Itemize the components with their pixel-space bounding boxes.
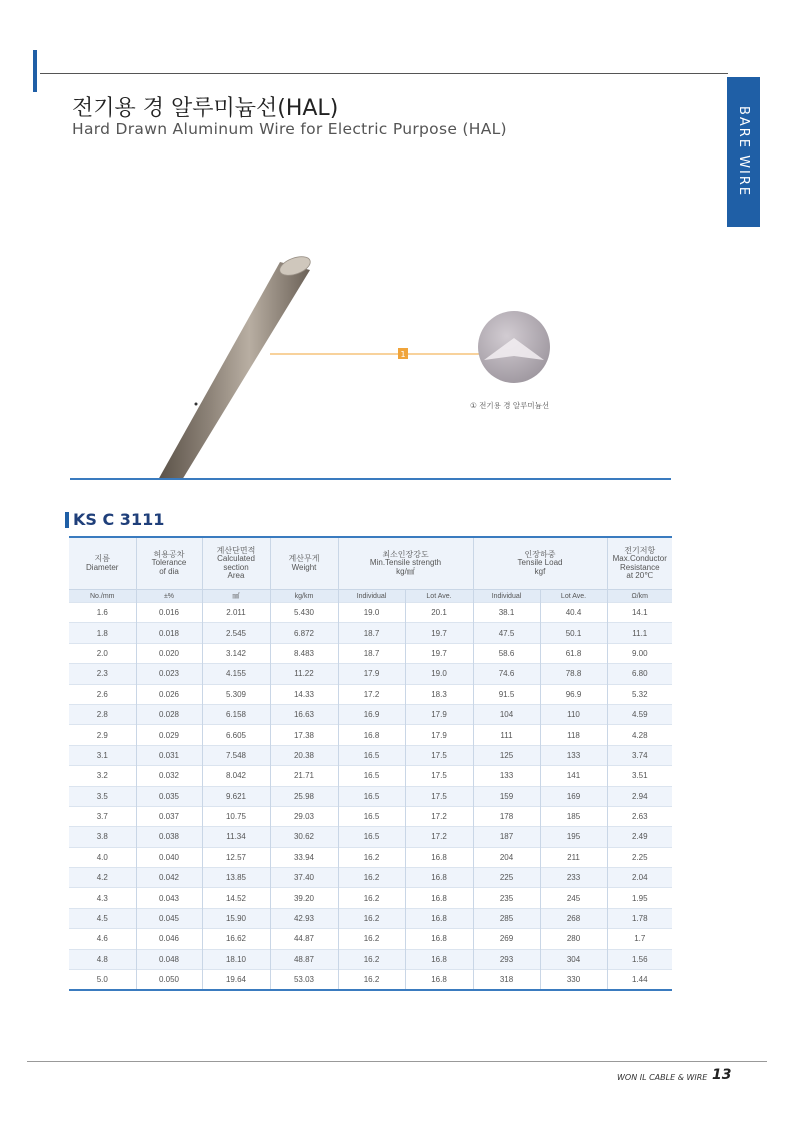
cell-diameter: 4.6 [69, 929, 136, 949]
unit-resistance: Ω/km [607, 590, 672, 603]
cell-diameter: 2.3 [69, 664, 136, 684]
cell-tl-individual: 111 [473, 725, 540, 745]
cell-weight: 8.483 [270, 643, 338, 663]
cell-tl-lot: 110 [540, 704, 607, 724]
cell-tl-individual: 58.6 [473, 643, 540, 663]
cell-weight: 37.40 [270, 868, 338, 888]
table-row [69, 827, 672, 847]
header-tensile-strength: 최소인장강도 Min.Tensile strength kg/㎟ [338, 537, 473, 590]
cell-resistance: 2.04 [607, 868, 672, 888]
cell-resistance: 3.51 [607, 766, 672, 786]
cell-diameter: 2.9 [69, 725, 136, 745]
cell-tl-lot: 50.1 [540, 623, 607, 643]
cell-area: 16.62 [202, 929, 270, 949]
cell-tl-lot: 78.8 [540, 664, 607, 684]
cell-ts-individual: 16.2 [338, 847, 405, 867]
table-row [69, 704, 672, 724]
cell-tolerance: 0.043 [136, 888, 202, 908]
table-row [69, 868, 672, 888]
header-accent-bar [33, 50, 37, 92]
cell-area: 9.621 [202, 786, 270, 806]
cell-ts-lot: 17.2 [405, 827, 473, 847]
cell-weight: 14.33 [270, 684, 338, 704]
cell-tl-lot: 118 [540, 725, 607, 745]
cell-tl-individual: 91.5 [473, 684, 540, 704]
table-row [69, 623, 672, 643]
cell-resistance: 6.80 [607, 664, 672, 684]
table-row [69, 888, 672, 908]
header-diameter: 지름 Diameter [69, 537, 136, 590]
page-title-korean: 전기용 경 알루미늄선(HAL) [72, 96, 339, 121]
cell-tl-lot: 268 [540, 908, 607, 928]
cell-area: 10.75 [202, 806, 270, 826]
cell-tl-individual: 318 [473, 970, 540, 991]
unit-area: ㎟ [202, 590, 270, 603]
unit-tl-lot: Lot Ave. [540, 590, 607, 603]
cell-tolerance: 0.032 [136, 766, 202, 786]
cell-tolerance: 0.031 [136, 745, 202, 765]
cell-weight: 11.22 [270, 664, 338, 684]
cell-ts-lot: 16.8 [405, 868, 473, 888]
cell-tl-lot: 185 [540, 806, 607, 826]
cell-tl-individual: 204 [473, 847, 540, 867]
cell-resistance: 1.44 [607, 970, 672, 991]
header-tensile-load: 인장하중 Tensile Load kgf [473, 537, 607, 590]
cell-tolerance: 0.020 [136, 643, 202, 663]
table-row [69, 929, 672, 949]
cell-area: 2.011 [202, 603, 270, 623]
table-row [69, 643, 672, 663]
cell-ts-individual: 19.0 [338, 603, 405, 623]
unit-diameter: No./mm [69, 590, 136, 603]
side-tab-label: BARE WIRE [736, 106, 751, 198]
section-marker [65, 512, 69, 528]
cell-ts-lot: 16.8 [405, 908, 473, 928]
header-weight: 계산무게 Weight [270, 537, 338, 590]
cell-tolerance: 0.028 [136, 704, 202, 724]
cell-weight: 20.38 [270, 745, 338, 765]
cell-ts-individual: 16.5 [338, 827, 405, 847]
cell-resistance: 2.25 [607, 847, 672, 867]
cell-ts-lot: 16.8 [405, 949, 473, 969]
cell-resistance: 14.1 [607, 603, 672, 623]
cell-tolerance: 0.037 [136, 806, 202, 826]
cell-ts-lot: 19.0 [405, 664, 473, 684]
cell-area: 14.52 [202, 888, 270, 908]
table-row [69, 847, 672, 867]
cell-diameter: 2.8 [69, 704, 136, 724]
cell-tl-individual: 235 [473, 888, 540, 908]
cell-tl-lot: 169 [540, 786, 607, 806]
wire-illustration [0, 240, 793, 490]
cell-weight: 30.62 [270, 827, 338, 847]
unit-ts-individual: Individual [338, 590, 405, 603]
cell-ts-lot: 20.1 [405, 603, 473, 623]
table-row [69, 766, 672, 786]
cell-area: 3.142 [202, 643, 270, 663]
cell-area: 4.155 [202, 664, 270, 684]
table-row [69, 786, 672, 806]
header-tolerance: 허용공차 Tolerance of dia [136, 537, 202, 590]
cell-area: 5.309 [202, 684, 270, 704]
cell-tl-individual: 159 [473, 786, 540, 806]
cell-tl-individual: 104 [473, 704, 540, 724]
cell-ts-lot: 16.8 [405, 847, 473, 867]
cross-section-circle [478, 311, 550, 383]
table-row [69, 970, 672, 991]
cell-tolerance: 0.048 [136, 949, 202, 969]
cell-weight: 17.38 [270, 725, 338, 745]
cell-tl-lot: 280 [540, 929, 607, 949]
cell-tl-individual: 293 [473, 949, 540, 969]
aluminum-rod [158, 253, 313, 480]
cell-area: 15.90 [202, 908, 270, 928]
cell-ts-individual: 16.2 [338, 929, 405, 949]
cell-tolerance: 0.026 [136, 684, 202, 704]
cell-tl-individual: 225 [473, 868, 540, 888]
cell-diameter: 4.0 [69, 847, 136, 867]
cell-ts-individual: 16.8 [338, 725, 405, 745]
cell-ts-individual: 16.9 [338, 704, 405, 724]
callout-number: 1 [400, 350, 406, 359]
cell-area: 6.605 [202, 725, 270, 745]
cell-ts-individual: 18.7 [338, 643, 405, 663]
cell-tl-lot: 245 [540, 888, 607, 908]
cell-diameter: 1.8 [69, 623, 136, 643]
cell-diameter: 3.1 [69, 745, 136, 765]
cell-area: 11.34 [202, 827, 270, 847]
cell-ts-individual: 16.5 [338, 786, 405, 806]
cell-diameter: 3.7 [69, 806, 136, 826]
cell-area: 18.10 [202, 949, 270, 969]
cell-resistance: 9.00 [607, 643, 672, 663]
cell-area: 19.64 [202, 970, 270, 991]
cell-resistance: 5.32 [607, 684, 672, 704]
table-row [69, 806, 672, 826]
cell-weight: 5.430 [270, 603, 338, 623]
cell-tolerance: 0.042 [136, 868, 202, 888]
cell-tl-individual: 47.5 [473, 623, 540, 643]
cell-weight: 48.87 [270, 949, 338, 969]
table-row [69, 725, 672, 745]
cell-ts-individual: 18.7 [338, 623, 405, 643]
cell-tl-lot: 304 [540, 949, 607, 969]
cell-resistance: 2.49 [607, 827, 672, 847]
cell-weight: 29.03 [270, 806, 338, 826]
spec-table [69, 536, 672, 991]
cell-tl-lot: 141 [540, 766, 607, 786]
cell-resistance: 1.78 [607, 908, 672, 928]
cell-weight: 6.872 [270, 623, 338, 643]
cell-ts-individual: 16.5 [338, 766, 405, 786]
cell-diameter: 1.6 [69, 603, 136, 623]
cell-tl-individual: 178 [473, 806, 540, 826]
unit-weight: kg/km [270, 590, 338, 603]
cell-tl-individual: 133 [473, 766, 540, 786]
cell-tl-individual: 125 [473, 745, 540, 765]
cell-ts-individual: 16.2 [338, 908, 405, 928]
cell-tolerance: 0.035 [136, 786, 202, 806]
cell-weight: 53.03 [270, 970, 338, 991]
cell-resistance: 4.28 [607, 725, 672, 745]
cell-weight: 42.93 [270, 908, 338, 928]
cell-area: 8.042 [202, 766, 270, 786]
cell-resistance: 1.95 [607, 888, 672, 908]
cell-ts-lot: 16.8 [405, 888, 473, 908]
cell-area: 7.548 [202, 745, 270, 765]
unit-ts-lot: Lot Ave. [405, 590, 473, 603]
cell-ts-individual: 16.2 [338, 949, 405, 969]
cell-tl-lot: 133 [540, 745, 607, 765]
header-divider [40, 73, 728, 74]
cell-diameter: 2.6 [69, 684, 136, 704]
cell-area: 2.545 [202, 623, 270, 643]
cell-diameter: 5.0 [69, 970, 136, 991]
cell-ts-lot: 17.9 [405, 725, 473, 745]
page-number: 13 [712, 1067, 732, 1083]
cell-ts-lot: 17.5 [405, 786, 473, 806]
cell-ts-lot: 18.3 [405, 684, 473, 704]
unit-tolerance: ±% [136, 590, 202, 603]
cell-weight: 21.71 [270, 766, 338, 786]
cell-ts-lot: 19.7 [405, 643, 473, 663]
cell-area: 6.158 [202, 704, 270, 724]
cell-resistance: 1.7 [607, 929, 672, 949]
cell-diameter: 3.5 [69, 786, 136, 806]
cell-resistance: 4.59 [607, 704, 672, 724]
cell-diameter: 3.8 [69, 827, 136, 847]
cell-tolerance: 0.046 [136, 929, 202, 949]
unit-tl-individual: Individual [473, 590, 540, 603]
page-title-english: Hard Drawn Aluminum Wire for Electric Purpose (HAL) [72, 120, 507, 138]
cell-tolerance: 0.045 [136, 908, 202, 928]
cell-tl-individual: 74.6 [473, 664, 540, 684]
cell-diameter: 4.8 [69, 949, 136, 969]
cell-weight: 33.94 [270, 847, 338, 867]
section-title: KS C 3111 [73, 510, 165, 529]
cell-ts-individual: 16.2 [338, 868, 405, 888]
cell-area: 13.85 [202, 868, 270, 888]
cell-tl-lot: 211 [540, 847, 607, 867]
cell-tolerance: 0.016 [136, 603, 202, 623]
cell-ts-individual: 17.9 [338, 664, 405, 684]
section-divider [70, 478, 671, 480]
cell-tolerance: 0.040 [136, 847, 202, 867]
cell-ts-lot: 17.9 [405, 704, 473, 724]
cell-tl-lot: 61.8 [540, 643, 607, 663]
cell-tl-lot: 233 [540, 868, 607, 888]
callout-marker [398, 348, 408, 359]
cell-diameter: 4.3 [69, 888, 136, 908]
cell-resistance: 3.74 [607, 745, 672, 765]
cell-ts-individual: 17.2 [338, 684, 405, 704]
cell-weight: 16.63 [270, 704, 338, 724]
cell-resistance: 2.63 [607, 806, 672, 826]
cell-tolerance: 0.029 [136, 725, 202, 745]
cell-ts-individual: 16.5 [338, 806, 405, 826]
cell-tolerance: 0.050 [136, 970, 202, 991]
cell-tl-lot: 40.4 [540, 603, 607, 623]
cell-tl-individual: 285 [473, 908, 540, 928]
cell-tolerance: 0.038 [136, 827, 202, 847]
cell-tolerance: 0.023 [136, 664, 202, 684]
cell-tl-individual: 187 [473, 827, 540, 847]
header-area: 계산단면적 Calculated section Area [202, 537, 270, 590]
footer-divider [27, 1061, 767, 1062]
cell-tl-individual: 269 [473, 929, 540, 949]
cell-ts-individual: 16.2 [338, 888, 405, 908]
side-tab [727, 77, 760, 227]
cell-diameter: 2.0 [69, 643, 136, 663]
header-resistance: 전기저항 Max.Conductor Resistance at 20℃ [607, 537, 672, 590]
cell-area: 12.57 [202, 847, 270, 867]
cell-ts-lot: 17.5 [405, 766, 473, 786]
cell-resistance: 1.56 [607, 949, 672, 969]
footer-brand: WON IL CABLE & WIRE [617, 1073, 708, 1082]
table-row [69, 603, 672, 623]
cell-diameter: 4.2 [69, 868, 136, 888]
cell-tolerance: 0.018 [136, 623, 202, 643]
spec-table-body [69, 603, 672, 991]
table-row [69, 684, 672, 704]
cell-ts-individual: 16.5 [338, 745, 405, 765]
cell-ts-lot: 16.8 [405, 970, 473, 991]
cell-ts-lot: 17.2 [405, 806, 473, 826]
cell-ts-lot: 19.7 [405, 623, 473, 643]
cell-weight: 39.20 [270, 888, 338, 908]
callout-label: ① 전기용 경 알루미늄선 [470, 401, 550, 410]
cell-ts-individual: 16.2 [338, 970, 405, 991]
cell-weight: 44.87 [270, 929, 338, 949]
cell-resistance: 11.1 [607, 623, 672, 643]
table-row [69, 949, 672, 969]
cell-ts-lot: 16.8 [405, 929, 473, 949]
cell-diameter: 3.2 [69, 766, 136, 786]
cell-tl-lot: 330 [540, 970, 607, 991]
cell-weight: 25.98 [270, 786, 338, 806]
table-row [69, 745, 672, 765]
cell-tl-individual: 38.1 [473, 603, 540, 623]
cell-ts-lot: 17.5 [405, 745, 473, 765]
cell-tl-lot: 96.9 [540, 684, 607, 704]
table-row [69, 908, 672, 928]
cell-resistance: 2.94 [607, 786, 672, 806]
cell-tl-lot: 195 [540, 827, 607, 847]
cell-diameter: 4.5 [69, 908, 136, 928]
table-row [69, 664, 672, 684]
